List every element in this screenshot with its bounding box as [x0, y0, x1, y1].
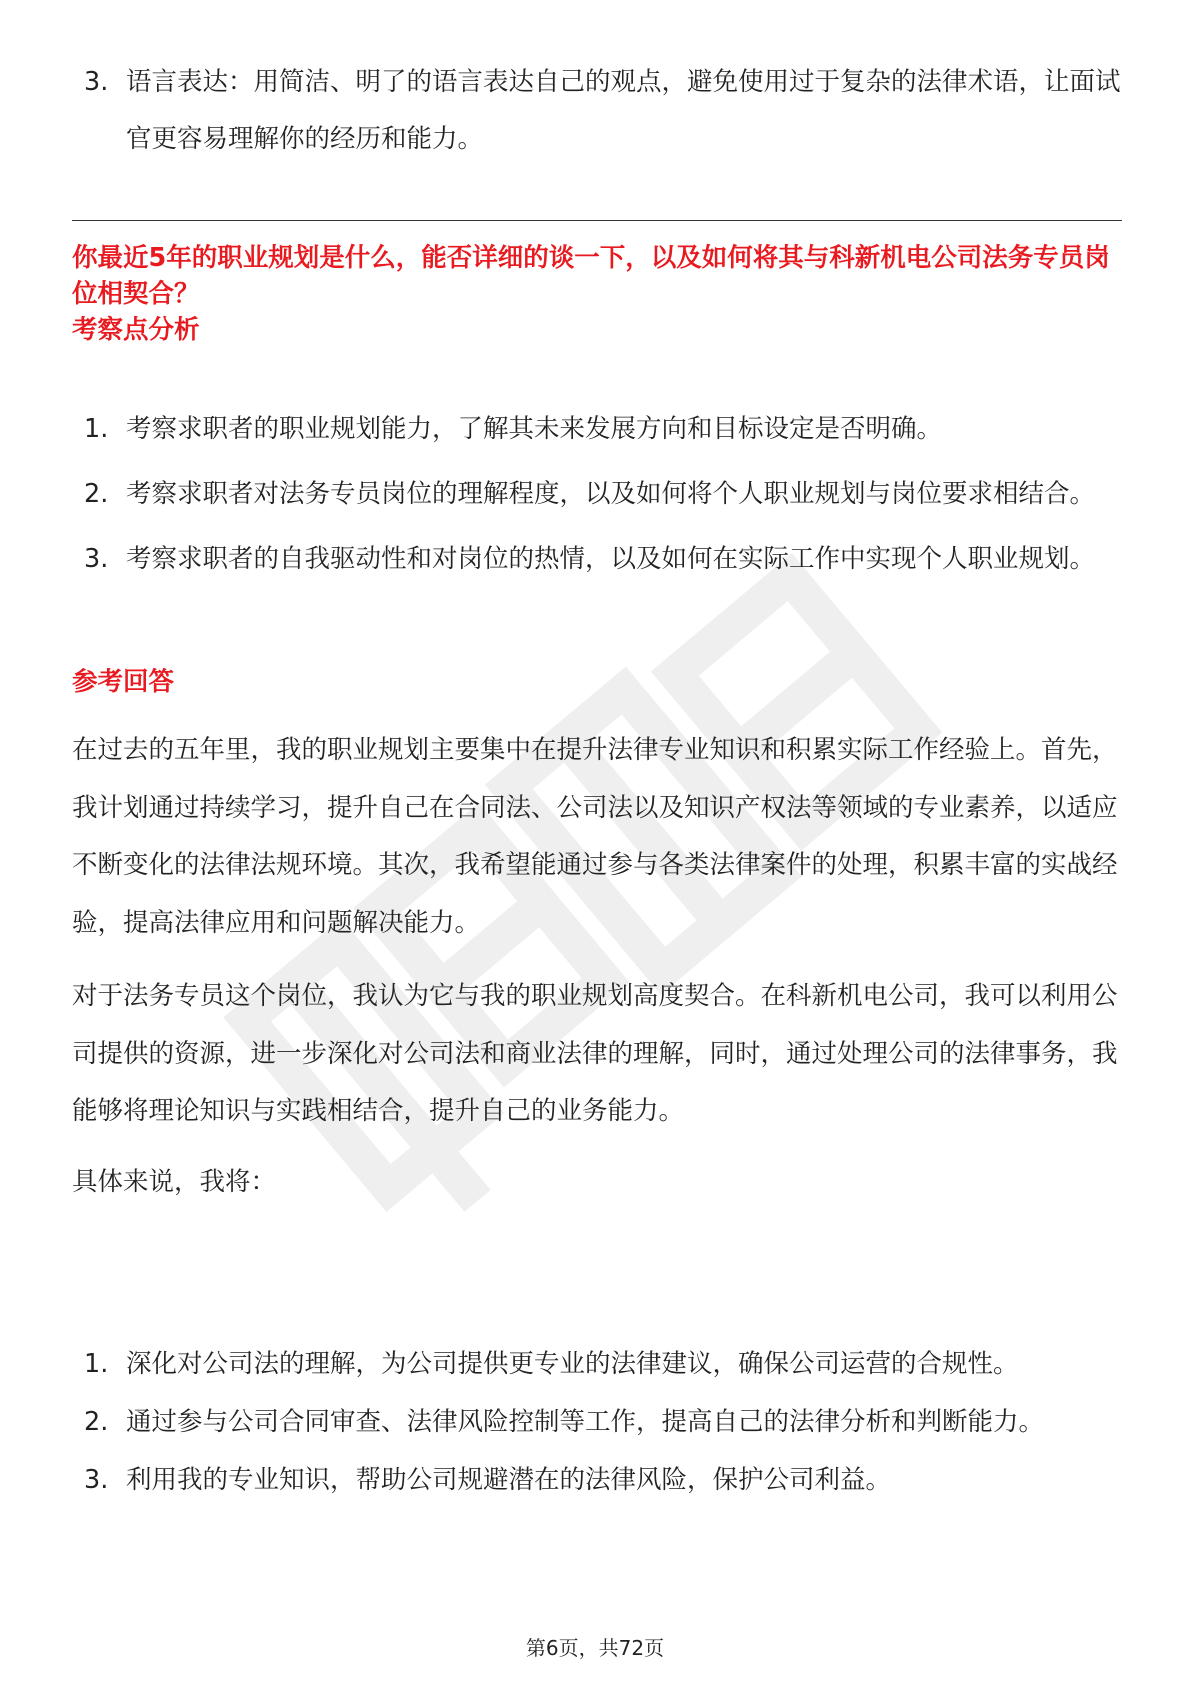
list-text: 语言表达：用简洁、明了的语言表达自己的观点，避免使用过于复杂的法律术语，让面试官更容易理解你的经历和能力。 — [126, 67, 1121, 154]
answer-heading: 参考回答 — [72, 667, 175, 697]
list-number: 1. — [84, 1349, 109, 1379]
answer-paragraph: 在过去的五年里，我的职业规划主要集中在提升法律专业知识和积累实际工作经验上。首先，我计划通过持续学习，提升自己在合同法、公司法以及知识产权法等领域的专业素养，以适应不断变化的法律法规环境。其次，我希望能通过参与各类法律案件的处理，积累丰富的实战经验，提高法律应用和问题解决能力。 — [72, 735, 1118, 938]
answer-paragraph: 具体来说，我将： — [72, 1167, 277, 1197]
analysis-heading: 考察点分析 — [72, 315, 200, 345]
top-list — [72, 54, 1122, 168]
list-number: 3. — [84, 544, 109, 574]
list-item — [72, 401, 1122, 458]
list-number: 3. — [84, 67, 109, 97]
list-item — [72, 1452, 1122, 1509]
list-item — [72, 1394, 1122, 1451]
list-item — [72, 1336, 1122, 1393]
list-item — [72, 54, 1122, 168]
list-text: 通过参与公司合同审查、法律风险控制等工作，提高自己的法律分析和判断能力。 — [126, 1407, 1045, 1437]
list-number: 3. — [84, 1465, 109, 1495]
list-text: 利用我的专业知识，帮助公司规避潜在的法律风险，保护公司利益。 — [126, 1465, 892, 1495]
list-text: 考察求职者对法务专员岗位的理解程度，以及如何将个人职业规划与岗位要求相结合。 — [126, 479, 1096, 509]
list-number: 2. — [84, 1407, 109, 1437]
list-item — [72, 531, 1122, 588]
list-text: 深化对公司法的理解，为公司提供更专业的法律建议，确保公司运营的合规性。 — [126, 1349, 1019, 1379]
question-title: 你最近5年的职业规划是什么，能否详细的谈一下，以及如何将其与科新机电公司法务专员岗位相契合？ — [72, 243, 1110, 309]
analysis-list — [72, 401, 1122, 588]
list-text: 考察求职者的职业规划能力，了解其未来发展方向和目标设定是否明确。 — [126, 414, 943, 444]
list-text: 考察求职者的自我驱动性和对岗位的热情，以及如何在实际工作中实现个人职业规划。 — [126, 544, 1096, 574]
answer-paragraph: 对于法务专员这个岗位，我认为它与我的职业规划高度契合。在科新机电公司，我可以利用公司提供的资源，进一步深化对公司法和商业法律的理解，同时，通过处理公司的法律事务，我能够将理论知识与实践相结合，提升自己的业务能力。 — [72, 981, 1118, 1126]
detail-list — [72, 1336, 1122, 1509]
page-footer: 第6页，共72页 — [525, 1636, 665, 1660]
list-item — [72, 466, 1122, 523]
list-number: 2. — [84, 479, 109, 509]
list-number: 1. — [84, 414, 109, 444]
section-divider — [72, 220, 1122, 221]
